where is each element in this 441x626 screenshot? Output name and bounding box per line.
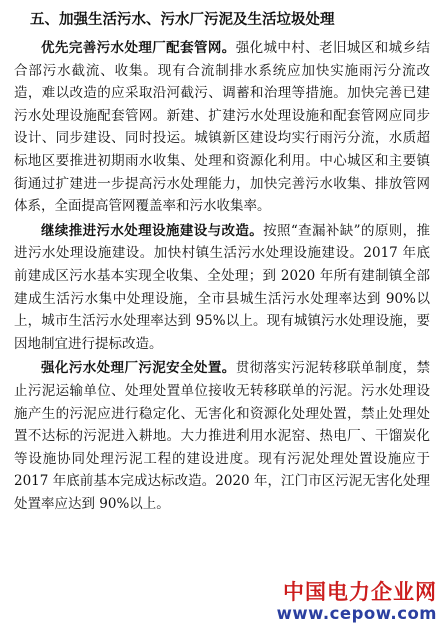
paragraph-sewer-network [14,37,430,218]
paragraph-sludge-disposal [14,357,430,515]
paragraph-lead: 强化污水处理厂污泥安全处置。 [41,360,236,377]
watermark-title: 中国电力企业网 [283,580,437,604]
paragraph-body: 按照“查漏补缺”的原则，推进污水处理设施建设。加快村镇生活污水处理设施建设。2017 年底前建成区污水基本实现全收集、全处理；到 2020 年所有建制镇全部建成生活污水集中处理设施，全市县城生活污水处理率达到 90%以上，城市生活污水处理率达到 95%以上。现有城镇污水处理设施，要因地制宜进行提标改造。 [14,222,430,352]
paragraph-body: 贯彻落实污泥转移联单制度，禁止污泥运输单位、处理处置单位接收无转移联单的污泥。污水处理设施产生的污泥应进行稳定化、无害化和资源化处理处置，禁止处理处置不达标的污泥进入耕地。大力推进利用水泥窑、热电厂、干馏炭化等设施协同处理污泥工程的建设进度。现有污泥处理处置设施应于 2017 年底前基本完成达标改造。2020 年，江门市区污泥无害化处理处置率应达到 90%以上。 [14,360,430,512]
watermark-url: www.cepow.com [276,604,437,623]
document-page [14,10,430,517]
section-heading: 五、加强生活污水、污水厂污泥及生活垃圾处理 [30,12,335,28]
paragraph-treatment-facilities [14,220,430,356]
paragraph-body: 强化城中村、老旧城区和城乡结合部污水截流、收集。现有合流制排水系统应加快实施雨污分流改造，难以改造的应采取沿河截污、调蓄和治理等措施。加快完善已建污水处理设施配套管网。新建、扩建污水处理设施和配套管网应同步设计、同步建设、同时投运。城镇新区建设均实行雨污分流，水质超标地区要推进初期雨水收集、处理和资源化利用。中心城区和主要镇街通过扩建进一步提高污水处理能力，加快完善污水收集、排放管网体系，全面提高管网覆盖率和污水收集率。 [14,40,430,215]
site-watermark [277,580,437,624]
paragraph-lead: 优先完善污水处理厂配套管网。 [41,40,236,56]
paragraph-lead: 继续推进污水处理设施建设与改造。 [41,222,264,239]
